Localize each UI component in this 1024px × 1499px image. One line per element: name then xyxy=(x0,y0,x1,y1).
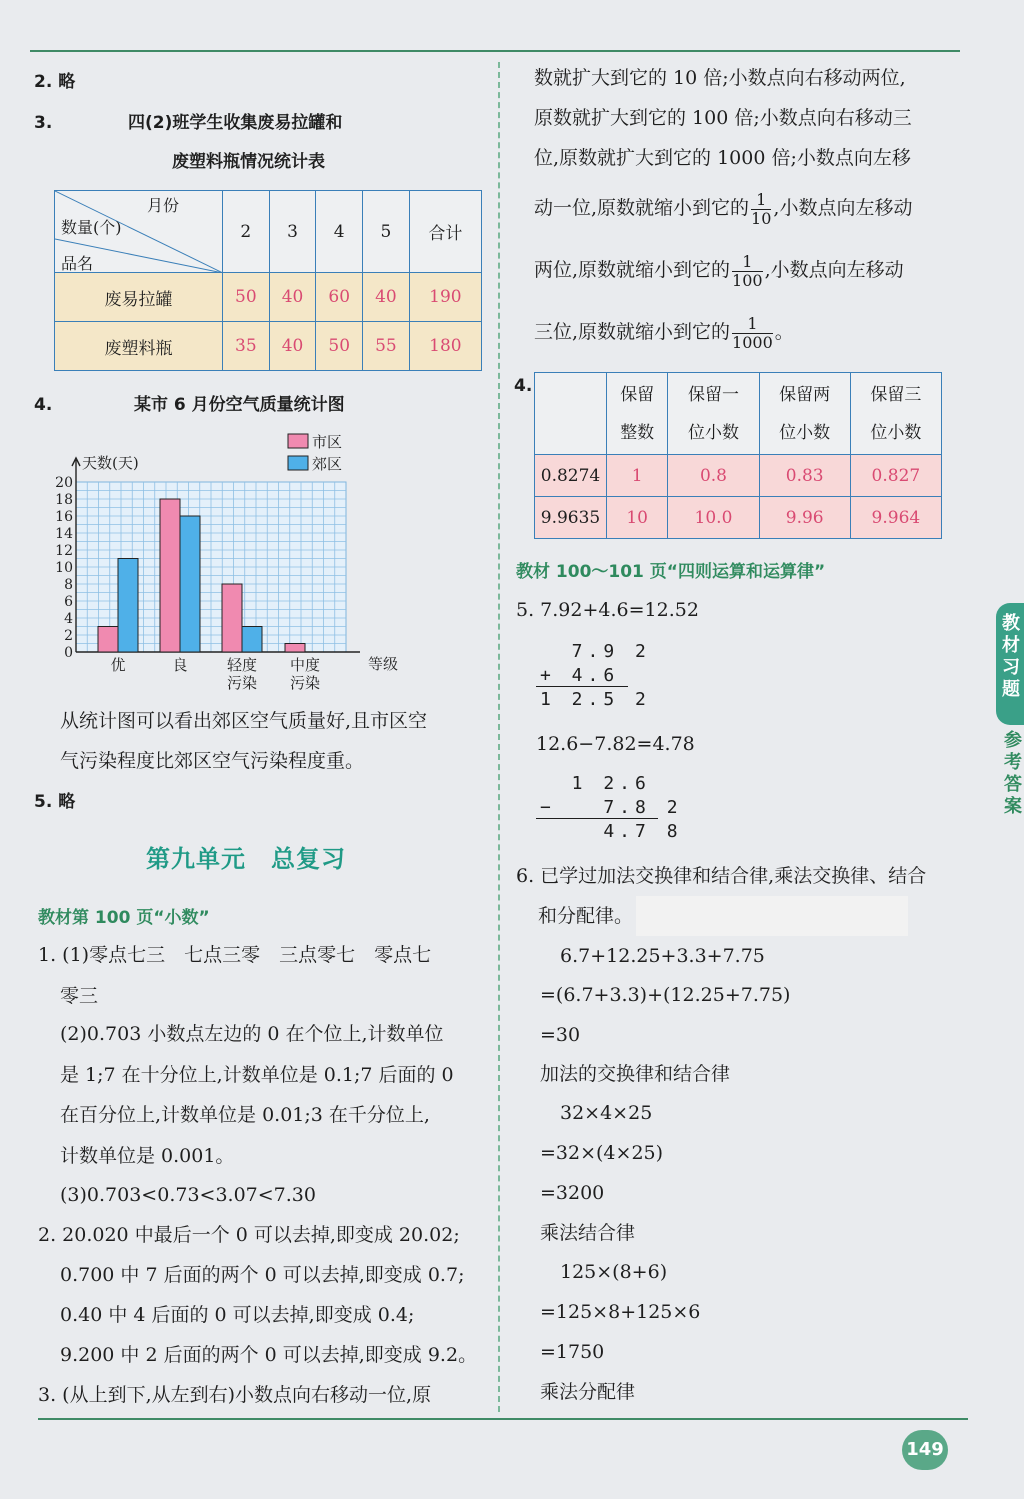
cell: 0.8 xyxy=(668,455,759,497)
p1-line: 是 1;7 在十分位上,计数单位是 0.1;7 后面的 0 xyxy=(60,1064,454,1086)
side-tab-exercises[interactable] xyxy=(996,603,1024,725)
table1-title-line1: 四(2)班学生收集废易拉罐和 xyxy=(128,113,343,133)
side-tab2-char: 答 xyxy=(1004,774,1022,795)
corner-name-label: 品名 xyxy=(61,254,94,273)
table1-header: 3 xyxy=(269,191,316,273)
calc-line: =32×(4×25) xyxy=(540,1142,664,1164)
chart-y-tick-label: 10 xyxy=(55,560,73,576)
bar-chart xyxy=(40,424,400,696)
table2-corner xyxy=(535,373,607,455)
q6-line: 6. 已学过加法交换律和结合律,乘法交换律、结合 xyxy=(516,865,927,887)
table2-header xyxy=(850,373,941,455)
chart-y-tick-label: 14 xyxy=(55,526,73,542)
cell: 180 xyxy=(409,322,481,371)
table1-header: 2 xyxy=(223,191,270,273)
frac-num: 1 xyxy=(732,315,773,334)
side-tab-char: 教 xyxy=(1002,613,1020,634)
cell: 50 xyxy=(316,322,363,371)
chart-legend-swatch xyxy=(288,434,308,448)
p1-line: 计数单位是 0.001。 xyxy=(60,1145,235,1167)
chart-bar xyxy=(222,584,242,652)
q4-conclusion-line1: 从统计图可以看出郊区空气质量好,且市区空 xyxy=(60,710,428,732)
side-tab-answers xyxy=(1002,730,1024,818)
chart-x-tick-label: 轻度 xyxy=(226,656,258,674)
p1-line: 零三 xyxy=(60,985,99,1007)
chart-y-tick-label: 6 xyxy=(64,594,73,610)
side-tab2-char: 考 xyxy=(1004,752,1022,773)
p2-line: 2. 20.020 中最后一个 0 可以去掉,即变成 20.02; xyxy=(38,1224,460,1246)
r6-post: 。 xyxy=(774,321,794,343)
table2-header xyxy=(668,373,759,455)
p3-line: 3. (从上到下,从左到右)小数点向右移动一位,原 xyxy=(38,1384,432,1406)
row-name: 废易拉罐 xyxy=(55,273,223,322)
corner-qty-label: 数量(个) xyxy=(61,218,122,237)
section-heading-operations: 教材 100～101 页“四则运算和运算律” xyxy=(516,562,826,582)
cell: 10.0 xyxy=(668,497,759,539)
r-line-frac xyxy=(534,310,794,354)
chart-bar xyxy=(180,516,200,652)
hdr-line: 位小数 xyxy=(870,422,922,443)
vertical-add-rule xyxy=(536,686,628,687)
r-line: 数就扩大到它的 10 倍;小数点向右移动两位, xyxy=(534,67,906,89)
cell: 50 xyxy=(223,273,270,322)
vertical-sub-line1: 1 2.6 xyxy=(540,773,651,794)
subtraction-equation: 12.6−7.82=4.78 xyxy=(536,733,695,755)
side-tab-char: 题 xyxy=(1002,679,1020,700)
table1-header: 合计 xyxy=(409,191,481,273)
chart-bar xyxy=(242,627,262,653)
chart-y-tick-label: 20 xyxy=(55,475,73,491)
table-row xyxy=(55,322,482,371)
vertical-sub-rule xyxy=(536,818,658,819)
frac-den: 1000 xyxy=(732,332,773,352)
row-name: 0.8274 xyxy=(535,455,607,497)
chart-title: 某市 6 月份空气质量统计图 xyxy=(134,395,345,415)
cell: 1 xyxy=(607,455,668,497)
r-line: 原数就扩大到它的 100 倍;小数点向右移动三 xyxy=(534,107,912,129)
page-number: 149 xyxy=(902,1430,948,1470)
hdr-line: 保留两 xyxy=(779,384,831,405)
q3-number: 3. xyxy=(34,113,53,133)
table2 xyxy=(534,372,942,539)
hdr-line: 保留一 xyxy=(687,384,739,405)
chart-x-tick-label: 中度 xyxy=(289,656,321,674)
chart-x-axis-label: 等级 xyxy=(368,655,399,673)
frac-den: 100 xyxy=(732,270,763,290)
r-line-frac xyxy=(534,248,904,292)
chart-bar xyxy=(285,644,305,653)
frac-num: 1 xyxy=(732,253,763,272)
unit-title: 第九单元 总复习 xyxy=(146,845,346,873)
p1-line: 1. (1)零点七三 七点三零 三点零七 零点七 xyxy=(38,944,432,966)
side-tab2-char: 参 xyxy=(1004,730,1022,751)
table-row xyxy=(535,455,942,497)
cell: 40 xyxy=(269,322,316,371)
frac-num: 1 xyxy=(751,191,771,210)
chart-bar xyxy=(118,559,138,653)
chart-bar xyxy=(98,627,118,653)
r6-pre: 三位,原数就缩小到它的 xyxy=(534,321,731,343)
cell: 40 xyxy=(363,273,410,322)
cell: 55 xyxy=(363,322,410,371)
chart-y-tick-label: 4 xyxy=(64,611,73,627)
chart-x-tick-label: 污染 xyxy=(226,674,258,692)
side-tab-char: 材 xyxy=(1002,635,1020,656)
table2-header xyxy=(759,373,850,455)
p2-line: 9.200 中 2 后面的两个 0 可以去掉,即变成 9.2。 xyxy=(60,1344,478,1366)
q2-answer: 2. 略 xyxy=(34,72,76,92)
p1-line: (2)0.703 小数点左边的 0 在个位上,计数单位 xyxy=(60,1023,444,1045)
r5-pre: 两位,原数就缩小到它的 xyxy=(534,259,731,281)
cell: 190 xyxy=(409,273,481,322)
cell: 9.964 xyxy=(850,497,941,539)
cell: 9.96 xyxy=(759,497,850,539)
chart-y-tick-label: 2 xyxy=(64,628,73,644)
chart-y-tick-label: 12 xyxy=(55,543,73,559)
calc-line: =30 xyxy=(540,1024,581,1046)
calc-line: =125×8+125×6 xyxy=(540,1301,701,1323)
calc-line: 乘法分配律 xyxy=(540,1381,636,1403)
vertical-add-line1: 7.9 2 xyxy=(540,641,651,662)
chart-bar xyxy=(160,499,180,652)
chart-y-tick-label: 0 xyxy=(64,645,73,661)
table2-header xyxy=(607,373,668,455)
r-line-frac xyxy=(534,186,912,230)
chart-legend-swatch xyxy=(288,456,308,470)
calc-line: =(6.7+3.3)+(12.25+7.75) xyxy=(540,984,791,1006)
table1-corner-cell xyxy=(55,191,223,273)
q5-equation: 5. 7.92+4.6=12.52 xyxy=(516,599,699,621)
cell: 35 xyxy=(223,322,270,371)
side-tab-char: 习 xyxy=(1002,657,1020,678)
calc-line: 125×(8+6) xyxy=(560,1261,668,1283)
corner-month-label: 月份 xyxy=(147,196,180,215)
hdr-line: 保留三 xyxy=(870,384,922,405)
cell: 40 xyxy=(269,273,316,322)
hdr-line: 保留 xyxy=(620,384,655,405)
table1-title-line2: 废塑料瓶情况统计表 xyxy=(172,152,325,172)
top-rule xyxy=(30,50,960,52)
row-name: 9.9635 xyxy=(535,497,607,539)
calc-line: 6.7+12.25+3.3+7.75 xyxy=(560,945,765,967)
chart-legend-label: 市区 xyxy=(312,433,343,451)
calc-line: =3200 xyxy=(540,1182,605,1204)
chart-x-tick-label: 良 xyxy=(172,656,188,674)
section-heading-decimals: 教材第 100 页“小数” xyxy=(38,908,210,928)
bottom-rule xyxy=(38,1418,968,1420)
vertical-sub-line2: − 7.8 2 xyxy=(540,797,683,818)
p1-line: (3)0.703<0.73<3.07<7.30 xyxy=(60,1184,316,1206)
r4-pre: 动一位,原数就缩小到它的 xyxy=(534,197,750,219)
q4-number: 4. xyxy=(34,395,53,415)
hdr-line: 位小数 xyxy=(687,422,739,443)
calc-line: 32×4×25 xyxy=(560,1102,653,1124)
chart-legend-label: 郊区 xyxy=(312,455,343,473)
chart-y-tick-label: 16 xyxy=(55,509,73,525)
fraction-1-1000 xyxy=(732,315,773,352)
q4-conclusion-line2: 气污染程度比郊区空气污染程度重。 xyxy=(60,750,365,772)
r-line: 位,原数就扩大到它的 1000 倍;小数点向左移 xyxy=(534,147,911,169)
cell: 60 xyxy=(316,273,363,322)
table1-header: 4 xyxy=(316,191,363,273)
frac-den: 10 xyxy=(751,208,772,228)
q4-number-right: 4. xyxy=(514,376,533,396)
table-row xyxy=(55,273,482,322)
r4-post: ,小数点向左移动 xyxy=(773,197,913,219)
side-tab2-char: 案 xyxy=(1004,796,1022,817)
table1 xyxy=(54,190,482,371)
vertical-add-line2: + 4.6 xyxy=(540,665,620,686)
calc-line: 加法的交换律和结合律 xyxy=(540,1063,731,1085)
cell: 0.83 xyxy=(759,455,850,497)
hdr-line: 位小数 xyxy=(779,422,831,443)
vertical-add-result: 1 2.5 2 xyxy=(540,689,651,710)
column-divider xyxy=(498,62,500,1412)
calc-line: =1750 xyxy=(540,1341,605,1363)
side-tab-text xyxy=(996,613,1024,701)
vertical-sub-result: 4.7 8 xyxy=(540,821,683,842)
cell: 0.827 xyxy=(850,455,941,497)
cell: 10 xyxy=(607,497,668,539)
q6-line: 和分配律。 xyxy=(538,905,634,927)
chart-y-tick-label: 8 xyxy=(64,577,73,593)
r5-post: ,小数点向左移动 xyxy=(764,259,904,281)
p2-line: 0.40 中 4 后面的 0 可以去掉,即变成 0.4; xyxy=(60,1304,415,1326)
table1-header: 5 xyxy=(363,191,410,273)
chart-y-axis-label: 天数(天) xyxy=(82,454,139,472)
hdr-line: 整数 xyxy=(620,422,655,443)
p1-line: 在百分位上,计数单位是 0.01;3 在千分位上, xyxy=(60,1104,430,1126)
p2-line: 0.700 中 7 后面的两个 0 可以去掉,即变成 0.7; xyxy=(60,1264,465,1286)
chart-x-tick-label: 优 xyxy=(110,656,126,674)
chart-y-tick-label: 18 xyxy=(55,492,73,508)
row-name: 废塑料瓶 xyxy=(55,322,223,371)
side-tab2-text xyxy=(1002,730,1024,818)
q5-answer: 5. 略 xyxy=(34,792,76,812)
chart-x-tick-label: 污染 xyxy=(289,674,321,692)
calc-line: 乘法结合律 xyxy=(540,1222,636,1244)
redacted-handwriting xyxy=(636,896,908,936)
table-row xyxy=(535,497,942,539)
fraction-1-10 xyxy=(751,191,771,228)
fraction-1-100 xyxy=(732,253,763,290)
